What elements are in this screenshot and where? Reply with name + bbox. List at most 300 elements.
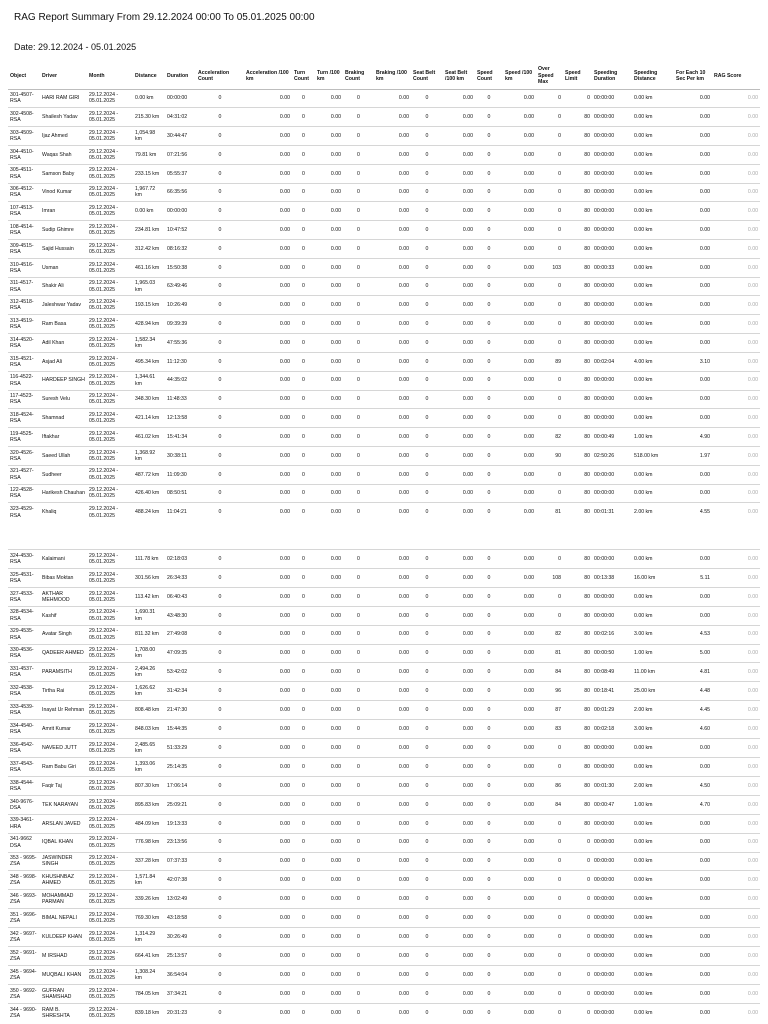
cell-brake-count: 0 [343, 909, 374, 928]
cell-distance: 1,054.98 km [133, 127, 165, 146]
cell-month: 29.12.2024 - 05.01.2025 [87, 928, 133, 947]
cell-distance: 428.94 km [133, 315, 165, 334]
cell-belt-count: 0 [411, 644, 443, 663]
cell-sp-dur: 00:00:00 [592, 833, 632, 852]
table-row [8, 127, 760, 146]
cell-object: 344 - 9690-ZSA [8, 1003, 40, 1022]
cell-distance: 664.41 km [133, 947, 165, 966]
cell-speed-count: 0 [475, 757, 503, 776]
cell-rag: 0.00 [712, 663, 760, 682]
cell-brake-100: 0.00 [374, 795, 411, 814]
cell-object: 107-4513-RSA [8, 202, 40, 221]
cell-duration: 10:26:49 [165, 296, 196, 315]
cell-per10: 0.00 [674, 852, 712, 871]
cell-object: 333-4539-RSA [8, 701, 40, 720]
cell-turn-count: 0 [292, 568, 315, 587]
cell-sp-dur: 00:18:41 [592, 682, 632, 701]
table-row [8, 89, 760, 108]
cell-rag: 0.00 [712, 890, 760, 909]
column-header: Speed /100 km [503, 63, 536, 89]
cell-belt-100: 0.00 [443, 240, 475, 259]
report-table-page-2 [8, 549, 760, 1022]
cell-belt-count: 0 [411, 258, 443, 277]
table-row [8, 240, 760, 259]
cell-belt-100: 0.00 [443, 145, 475, 164]
cell-belt-count: 0 [411, 625, 443, 644]
cell-brake-count: 0 [343, 814, 374, 833]
cell-belt-100: 0.00 [443, 390, 475, 409]
cell-acc-count: 0 [196, 315, 244, 334]
cell-acc-100: 0.00 [244, 465, 292, 484]
cell-over-max: 0 [536, 984, 563, 1003]
cell-per10: 4.48 [674, 682, 712, 701]
cell-speed-count: 0 [475, 568, 503, 587]
cell-per10: 0.00 [674, 909, 712, 928]
cell-driver: Kashif [40, 606, 87, 625]
cell-rag: 0.00 [712, 587, 760, 606]
cell-rag: 0.00 [712, 814, 760, 833]
cell-per10: 0.00 [674, 739, 712, 758]
cell-belt-100: 0.00 [443, 108, 475, 127]
cell-turn-count: 0 [292, 240, 315, 259]
cell-limit: 80 [563, 795, 592, 814]
cell-object: 320-4526-RSA [8, 446, 40, 465]
cell-sp-dist: 0.00 km [632, 757, 674, 776]
cell-limit: 0 [563, 89, 592, 108]
cell-driver: Usman [40, 258, 87, 277]
cell-sp-dist: 0.00 km [632, 947, 674, 966]
cell-duration: 15:41:34 [165, 428, 196, 447]
column-header: For Each 10 Sec Per km [674, 63, 712, 89]
cell-duration: 04:31:02 [165, 108, 196, 127]
cell-brake-100: 0.00 [374, 663, 411, 682]
table-row [8, 409, 760, 428]
cell-speed-100: 0.00 [503, 145, 536, 164]
cell-duration: 08:50:51 [165, 484, 196, 503]
cell-sp-dist: 518.00 km [632, 446, 674, 465]
cell-sp-dist: 3.00 km [632, 720, 674, 739]
cell-per10: 3.10 [674, 352, 712, 371]
cell-turn-count: 0 [292, 701, 315, 720]
cell-per10: 0.00 [674, 871, 712, 890]
cell-speed-100: 0.00 [503, 871, 536, 890]
cell-object: 309-4515-RSA [8, 240, 40, 259]
cell-sp-dur: 00:00:00 [592, 164, 632, 183]
cell-speed-100: 0.00 [503, 947, 536, 966]
cell-speed-count: 0 [475, 814, 503, 833]
cell-turn-count: 0 [292, 390, 315, 409]
cell-turn-100: 0.00 [315, 315, 343, 334]
cell-speed-100: 0.00 [503, 277, 536, 296]
cell-turn-100: 0.00 [315, 550, 343, 569]
cell-turn-count: 0 [292, 503, 315, 522]
cell-turn-count: 0 [292, 127, 315, 146]
cell-per10: 0.00 [674, 315, 712, 334]
cell-brake-count: 0 [343, 1003, 374, 1022]
table-row [8, 625, 760, 644]
cell-over-max: 0 [536, 739, 563, 758]
cell-rag: 0.00 [712, 89, 760, 108]
cell-month: 29.12.2024 - 05.01.2025 [87, 587, 133, 606]
cell-belt-100: 0.00 [443, 503, 475, 522]
cell-sp-dist: 0.00 km [632, 390, 674, 409]
cell-month: 29.12.2024 - 05.01.2025 [87, 409, 133, 428]
cell-brake-count: 0 [343, 852, 374, 871]
cell-month: 29.12.2024 - 05.01.2025 [87, 965, 133, 984]
cell-duration: 05:55:37 [165, 164, 196, 183]
cell-limit: 80 [563, 625, 592, 644]
cell-speed-count: 0 [475, 390, 503, 409]
cell-brake-count: 0 [343, 428, 374, 447]
cell-acc-count: 0 [196, 240, 244, 259]
table-row [8, 701, 760, 720]
cell-distance: 808.48 km [133, 701, 165, 720]
cell-speed-100: 0.00 [503, 606, 536, 625]
cell-sp-dur: 00:00:00 [592, 550, 632, 569]
cell-rag: 0.00 [712, 909, 760, 928]
cell-limit: 0 [563, 947, 592, 966]
cell-acc-count: 0 [196, 890, 244, 909]
cell-belt-count: 0 [411, 720, 443, 739]
cell-speed-count: 0 [475, 928, 503, 947]
cell-over-max: 0 [536, 89, 563, 108]
cell-acc-count: 0 [196, 720, 244, 739]
cell-rag: 0.00 [712, 108, 760, 127]
cell-rag: 0.00 [712, 240, 760, 259]
cell-month: 29.12.2024 - 05.01.2025 [87, 108, 133, 127]
cell-sp-dur: 00:00:00 [592, 89, 632, 108]
cell-turn-100: 0.00 [315, 183, 343, 202]
cell-rag: 0.00 [712, 145, 760, 164]
cell-distance: 215.30 km [133, 108, 165, 127]
cell-sp-dur: 00:00:00 [592, 277, 632, 296]
table-body-page-2 [8, 550, 760, 1023]
cell-driver: HARDEEP SINGH [40, 371, 87, 390]
cell-acc-count: 0 [196, 428, 244, 447]
cell-rag: 0.00 [712, 739, 760, 758]
cell-acc-count: 0 [196, 221, 244, 240]
cell-speed-count: 0 [475, 739, 503, 758]
cell-belt-count: 0 [411, 871, 443, 890]
cell-sp-dist: 0.00 km [632, 202, 674, 221]
column-header: Seat Belt Count [411, 63, 443, 89]
cell-belt-count: 0 [411, 127, 443, 146]
cell-rag: 0.00 [712, 503, 760, 522]
cell-sp-dur: 00:02:04 [592, 352, 632, 371]
cell-month: 29.12.2024 - 05.01.2025 [87, 164, 133, 183]
cell-object: 346 - 9693-ZSA [8, 890, 40, 909]
cell-per10: 0.00 [674, 814, 712, 833]
cell-brake-count: 0 [343, 390, 374, 409]
cell-per10: 0.00 [674, 465, 712, 484]
cell-duration: 47:55:36 [165, 334, 196, 353]
cell-acc-count: 0 [196, 739, 244, 758]
column-header: Object [8, 63, 40, 89]
cell-belt-100: 0.00 [443, 183, 475, 202]
cell-duration: 19:13:33 [165, 814, 196, 833]
cell-turn-100: 0.00 [315, 984, 343, 1003]
cell-per10: 0.00 [674, 334, 712, 353]
cell-brake-count: 0 [343, 352, 374, 371]
cell-belt-count: 0 [411, 795, 443, 814]
cell-over-max: 0 [536, 484, 563, 503]
cell-distance: 1,308.24 km [133, 965, 165, 984]
cell-acc-count: 0 [196, 409, 244, 428]
cell-object: 340-9676-DSA [8, 795, 40, 814]
cell-brake-count: 0 [343, 625, 374, 644]
cell-distance: 839.18 km [133, 1003, 165, 1022]
cell-speed-count: 0 [475, 795, 503, 814]
cell-turn-100: 0.00 [315, 1003, 343, 1022]
cell-brake-count: 0 [343, 465, 374, 484]
cell-month: 29.12.2024 - 05.01.2025 [87, 240, 133, 259]
cell-turn-count: 0 [292, 428, 315, 447]
cell-acc-100: 0.00 [244, 164, 292, 183]
cell-sp-dur: 00:00:00 [592, 871, 632, 890]
cell-sp-dur: 00:00:00 [592, 814, 632, 833]
cell-rag: 0.00 [712, 352, 760, 371]
cell-speed-100: 0.00 [503, 757, 536, 776]
cell-brake-100: 0.00 [374, 720, 411, 739]
cell-object: 304-4510-RSA [8, 145, 40, 164]
cell-sp-dur: 00:02:16 [592, 625, 632, 644]
cell-over-max: 0 [536, 757, 563, 776]
cell-month: 29.12.2024 - 05.01.2025 [87, 371, 133, 390]
cell-rag: 0.00 [712, 795, 760, 814]
cell-duration: 30:26:49 [165, 928, 196, 947]
cell-over-max: 0 [536, 814, 563, 833]
cell-turn-100: 0.00 [315, 296, 343, 315]
cell-over-max: 0 [536, 909, 563, 928]
cell-brake-count: 0 [343, 89, 374, 108]
cell-over-max: 0 [536, 390, 563, 409]
cell-sp-dist: 0.00 km [632, 409, 674, 428]
column-header: Turn Count [292, 63, 315, 89]
cell-speed-100: 0.00 [503, 409, 536, 428]
cell-acc-100: 0.00 [244, 371, 292, 390]
cell-turn-100: 0.00 [315, 127, 343, 146]
cell-brake-count: 0 [343, 776, 374, 795]
cell-object: 342 - 9697-ZSA [8, 928, 40, 947]
cell-over-max: 87 [536, 701, 563, 720]
cell-speed-100: 0.00 [503, 682, 536, 701]
cell-belt-100: 0.00 [443, 202, 475, 221]
cell-brake-count: 0 [343, 682, 374, 701]
cell-over-max: 0 [536, 587, 563, 606]
cell-acc-100: 0.00 [244, 909, 292, 928]
cell-brake-count: 0 [343, 315, 374, 334]
cell-per10: 0.00 [674, 947, 712, 966]
cell-over-max: 0 [536, 550, 563, 569]
cell-month: 29.12.2024 - 05.01.2025 [87, 682, 133, 701]
cell-distance: 1,690.31 km [133, 606, 165, 625]
cell-brake-100: 0.00 [374, 145, 411, 164]
report-title: RAG Report Summary From 29.12.2024 00:00 To 05.01.2025 00:00 [14, 12, 315, 23]
cell-driver: Tirtha Rai [40, 682, 87, 701]
cell-speed-count: 0 [475, 550, 503, 569]
cell-turn-100: 0.00 [315, 814, 343, 833]
cell-driver: Ram Basa [40, 315, 87, 334]
cell-brake-count: 0 [343, 202, 374, 221]
cell-driver: Avatar Singh [40, 625, 87, 644]
table-row [8, 757, 760, 776]
cell-turn-count: 0 [292, 221, 315, 240]
cell-driver: Adil Khan [40, 334, 87, 353]
cell-turn-100: 0.00 [315, 503, 343, 522]
table-row [8, 145, 760, 164]
cell-month: 29.12.2024 - 05.01.2025 [87, 465, 133, 484]
cell-belt-count: 0 [411, 890, 443, 909]
cell-object: 331-4537-RSA [8, 663, 40, 682]
cell-month: 29.12.2024 - 05.01.2025 [87, 145, 133, 164]
cell-sp-dur: 00:00:00 [592, 852, 632, 871]
cell-brake-100: 0.00 [374, 947, 411, 966]
cell-speed-100: 0.00 [503, 484, 536, 503]
cell-per10: 0.00 [674, 108, 712, 127]
cell-turn-100: 0.00 [315, 145, 343, 164]
cell-acc-100: 0.00 [244, 871, 292, 890]
cell-belt-count: 0 [411, 947, 443, 966]
cell-sp-dist: 16.00 km [632, 568, 674, 587]
cell-belt-100: 0.00 [443, 371, 475, 390]
cell-brake-100: 0.00 [374, 682, 411, 701]
cell-over-max: 81 [536, 644, 563, 663]
cell-acc-count: 0 [196, 334, 244, 353]
cell-brake-count: 0 [343, 503, 374, 522]
cell-object: 122-4528-RSA [8, 484, 40, 503]
cell-brake-100: 0.00 [374, 127, 411, 146]
cell-acc-count: 0 [196, 164, 244, 183]
cell-turn-count: 0 [292, 720, 315, 739]
cell-turn-count: 0 [292, 909, 315, 928]
cell-turn-100: 0.00 [315, 428, 343, 447]
cell-month: 29.12.2024 - 05.01.2025 [87, 202, 133, 221]
cell-brake-count: 0 [343, 221, 374, 240]
cell-per10: 4.55 [674, 503, 712, 522]
cell-distance: 234.81 km [133, 221, 165, 240]
cell-brake-count: 0 [343, 164, 374, 183]
cell-distance: 784.05 km [133, 984, 165, 1003]
cell-speed-100: 0.00 [503, 503, 536, 522]
cell-acc-count: 0 [196, 663, 244, 682]
cell-over-max: 89 [536, 352, 563, 371]
cell-driver: TEK NARAYAN [40, 795, 87, 814]
cell-belt-100: 0.00 [443, 587, 475, 606]
cell-object: 116-4522-RSA [8, 371, 40, 390]
cell-rag: 0.00 [712, 127, 760, 146]
cell-speed-100: 0.00 [503, 739, 536, 758]
cell-speed-100: 0.00 [503, 890, 536, 909]
report-table-page-1 [8, 63, 760, 522]
cell-belt-100: 0.00 [443, 164, 475, 183]
cell-belt-count: 0 [411, 682, 443, 701]
cell-rag: 0.00 [712, 221, 760, 240]
cell-duration: 09:39:39 [165, 315, 196, 334]
cell-object: 312-4518-RSA [8, 296, 40, 315]
cell-brake-100: 0.00 [374, 390, 411, 409]
cell-per10: 5.00 [674, 644, 712, 663]
cell-turn-count: 0 [292, 606, 315, 625]
cell-sp-dist: 0.00 km [632, 814, 674, 833]
table-row [8, 606, 760, 625]
cell-month: 29.12.2024 - 05.01.2025 [87, 258, 133, 277]
cell-object: 337-4543-RSA [8, 757, 40, 776]
cell-over-max: 0 [536, 965, 563, 984]
cell-limit: 80 [563, 606, 592, 625]
cell-speed-100: 0.00 [503, 720, 536, 739]
cell-duration: 02:18:03 [165, 550, 196, 569]
cell-duration: 23:13:56 [165, 833, 196, 852]
table-row [8, 587, 760, 606]
cell-sp-dur: 00:00:49 [592, 428, 632, 447]
cell-sp-dur: 00:00:00 [592, 371, 632, 390]
cell-brake-100: 0.00 [374, 625, 411, 644]
cell-speed-100: 0.00 [503, 258, 536, 277]
cell-belt-count: 0 [411, 1003, 443, 1022]
cell-month: 29.12.2024 - 05.01.2025 [87, 334, 133, 353]
cell-turn-count: 0 [292, 852, 315, 871]
cell-object: 323-4529-RSA [8, 503, 40, 522]
cell-distance: 348.30 km [133, 390, 165, 409]
cell-per10: 4.81 [674, 663, 712, 682]
cell-speed-count: 0 [475, 183, 503, 202]
cell-acc-100: 0.00 [244, 852, 292, 871]
cell-acc-100: 0.00 [244, 550, 292, 569]
cell-sp-dur: 00:00:00 [592, 484, 632, 503]
cell-brake-count: 0 [343, 568, 374, 587]
cell-distance: 807.30 km [133, 776, 165, 795]
cell-belt-100: 0.00 [443, 909, 475, 928]
cell-acc-count: 0 [196, 503, 244, 522]
cell-limit: 80 [563, 183, 592, 202]
cell-speed-count: 0 [475, 258, 503, 277]
cell-speed-count: 0 [475, 965, 503, 984]
cell-driver: JASWINDER SINGH [40, 852, 87, 871]
cell-brake-100: 0.00 [374, 315, 411, 334]
report-date: Date: 29.12.2024 - 05.01.2025 [14, 42, 137, 52]
cell-belt-100: 0.00 [443, 965, 475, 984]
cell-turn-100: 0.00 [315, 568, 343, 587]
cell-belt-100: 0.00 [443, 1003, 475, 1022]
cell-turn-100: 0.00 [315, 240, 343, 259]
cell-over-max: 0 [536, 928, 563, 947]
cell-duration: 53:42:02 [165, 663, 196, 682]
cell-belt-100: 0.00 [443, 795, 475, 814]
cell-duration: 11:04:21 [165, 503, 196, 522]
cell-over-max: 84 [536, 663, 563, 682]
cell-belt-100: 0.00 [443, 277, 475, 296]
cell-month: 29.12.2024 - 05.01.2025 [87, 89, 133, 108]
cell-belt-count: 0 [411, 606, 443, 625]
cell-brake-100: 0.00 [374, 465, 411, 484]
cell-duration: 06:40:43 [165, 587, 196, 606]
cell-belt-100: 0.00 [443, 663, 475, 682]
cell-per10: 0.00 [674, 757, 712, 776]
cell-speed-count: 0 [475, 947, 503, 966]
cell-turn-100: 0.00 [315, 221, 343, 240]
cell-duration: 25:14:35 [165, 757, 196, 776]
cell-over-max: 0 [536, 871, 563, 890]
cell-turn-100: 0.00 [315, 277, 343, 296]
cell-acc-100: 0.00 [244, 446, 292, 465]
cell-sp-dist: 25.00 km [632, 682, 674, 701]
cell-speed-100: 0.00 [503, 296, 536, 315]
cell-turn-count: 0 [292, 625, 315, 644]
cell-belt-count: 0 [411, 909, 443, 928]
cell-acc-count: 0 [196, 1003, 244, 1022]
cell-brake-count: 0 [343, 928, 374, 947]
cell-brake-100: 0.00 [374, 240, 411, 259]
